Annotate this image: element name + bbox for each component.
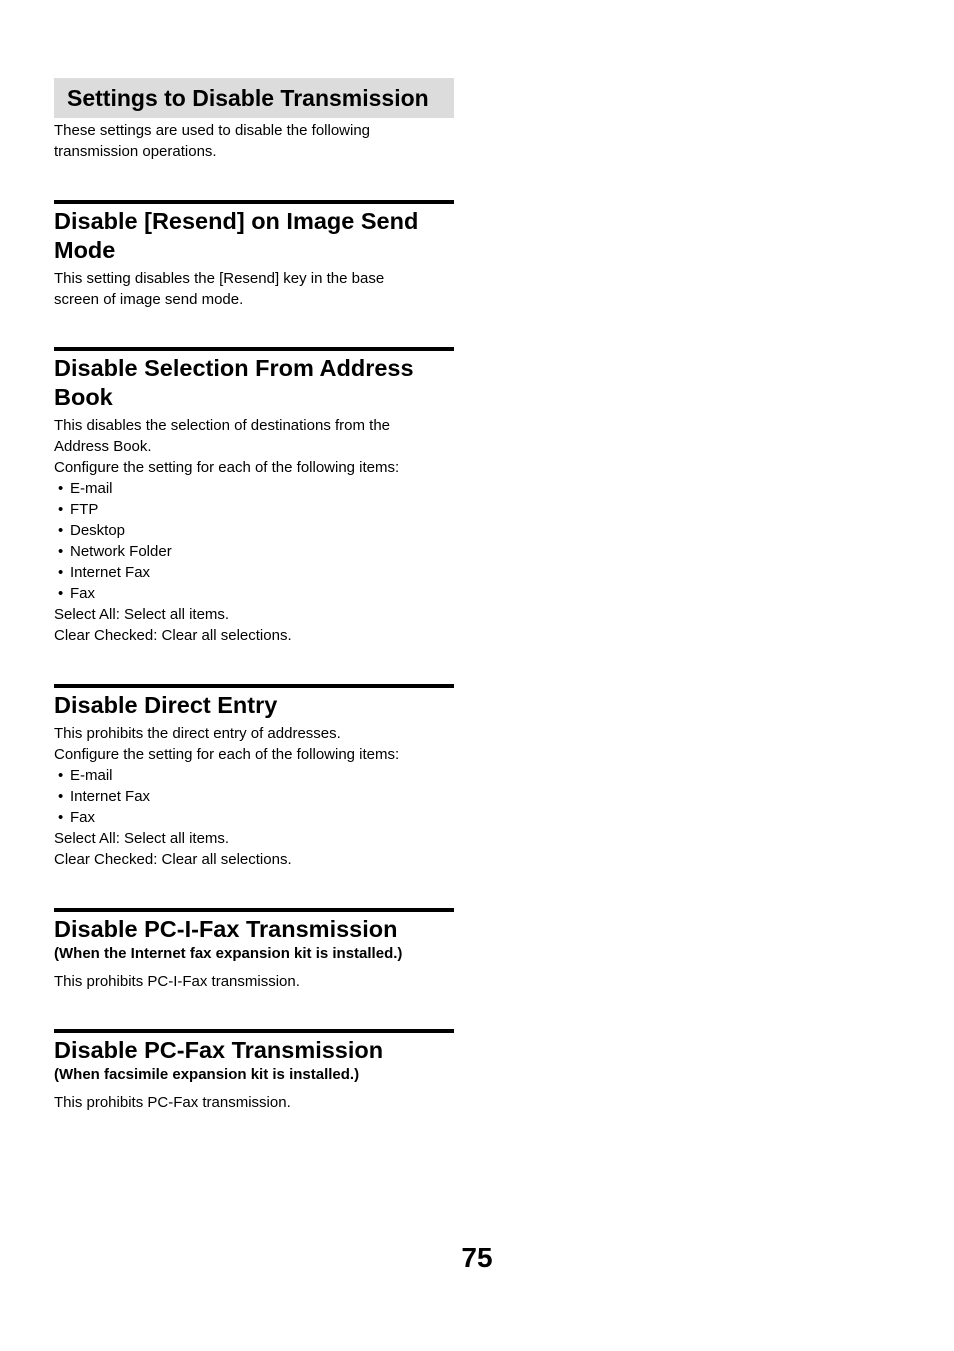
bullet: • [58, 767, 64, 784]
body-line: This prohibits the direct entry of addresses. [54, 725, 341, 742]
section-disable-direct-entry [54, 684, 454, 870]
bullet: • [58, 480, 64, 497]
item-label: FTP [70, 501, 99, 518]
body-line: screen of image send mode. [54, 291, 244, 308]
bullet: • [58, 788, 64, 805]
list-item [54, 786, 454, 807]
section-title [54, 204, 454, 265]
item-label: Network Folder [70, 543, 172, 560]
body-line: Clear Checked: Clear all selections. [54, 851, 292, 868]
item-label: E-mail [70, 767, 113, 784]
section-title-line: Disable [Resend] on Image Send [54, 208, 419, 234]
body-line: Address Book. [54, 438, 152, 455]
section-title-line: Book [54, 384, 113, 410]
section-body [54, 268, 454, 310]
section-disable-resend [54, 200, 454, 310]
body-line: Select All: Select all items. [54, 830, 230, 847]
section-title-line: Disable Selection From Address [54, 355, 414, 381]
section-body [54, 1092, 454, 1113]
item-label: Internet Fax [70, 564, 151, 581]
section-title [54, 912, 454, 944]
bullet: • [58, 585, 64, 602]
bullet: • [58, 543, 64, 560]
list-item [54, 520, 454, 541]
item-label: Desktop [70, 522, 126, 539]
section-title [54, 351, 454, 412]
bullet: • [58, 809, 64, 826]
body-line: Clear Checked: Clear all selections. [54, 627, 292, 644]
bullet: • [58, 522, 64, 539]
body-line: This prohibits PC-Fax transmission. [54, 1094, 291, 1111]
install-note: (When facsimile expansion kit is installed.) [54, 1066, 360, 1083]
page-title: Settings to Disable Transmission [54, 78, 454, 118]
section-body [54, 723, 454, 870]
list-item [54, 765, 454, 786]
list-item [54, 478, 454, 499]
page-content [54, 78, 454, 1113]
item-label: Fax [70, 585, 96, 602]
item-list [54, 765, 454, 828]
bullet: • [58, 501, 64, 518]
list-item [54, 583, 454, 604]
section-title [54, 1033, 454, 1065]
item-list [54, 478, 454, 604]
install-note: (When the Internet fax expansion kit is installed.) [54, 945, 403, 962]
section-title-line: Disable PC-Fax Transmission [54, 1037, 384, 1063]
body-line: Select All: Select all items. [54, 606, 230, 623]
list-item [54, 499, 454, 520]
section-disable-address-book [54, 347, 454, 646]
section-body [54, 971, 454, 992]
section-disable-pc-fax [54, 1029, 454, 1113]
section-title [54, 688, 454, 720]
intro-line: transmission operations. [54, 143, 217, 160]
list-item [54, 807, 454, 828]
item-label: Internet Fax [70, 788, 151, 805]
item-label: E-mail [70, 480, 113, 497]
section-title-line: Mode [54, 237, 116, 263]
body-line: This disables the selection of destinations from the [54, 417, 391, 434]
body-line: This setting disables the [Resend] key in the base [54, 270, 385, 287]
section-title-line: Disable PC-I-Fax Transmission [54, 916, 398, 942]
section-body [54, 415, 454, 646]
intro-text [54, 120, 454, 162]
section-disable-pc-i-fax [54, 908, 454, 992]
section-title-line: Disable Direct Entry [54, 692, 278, 718]
list-item [54, 562, 454, 583]
body-line: Configure the setting for each of the following items: [54, 459, 400, 476]
list-item [54, 541, 454, 562]
page-number: 75 [461, 1242, 493, 1273]
intro-line: These settings are used to disable the following [54, 122, 371, 139]
body-line: This prohibits PC-I-Fax transmission. [54, 973, 300, 990]
item-label: Fax [70, 809, 96, 826]
bullet: • [58, 564, 64, 581]
body-line: Configure the setting for each of the following items: [54, 746, 400, 763]
